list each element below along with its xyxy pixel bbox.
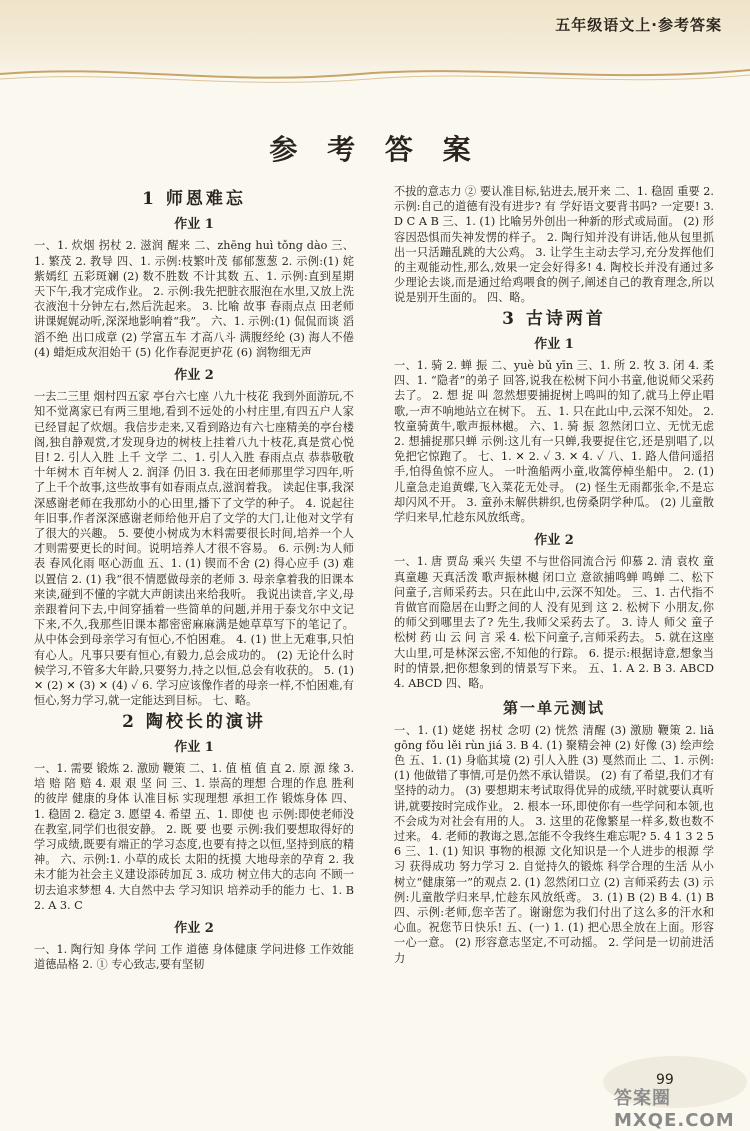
watermark-text: 答案圈 MXQE.COM: [614, 1088, 735, 1131]
right-column: [394, 184, 714, 966]
homework-title: 作业 1: [174, 739, 214, 755]
page-number: 99: [656, 1072, 674, 1088]
homework-title: 作业 2: [174, 920, 214, 936]
answer-text: 一、1. 陶行知 身体 学问 工作 道德 身体健康 学问进修 工作效能 道德品格 2. ① 专心致志,要有坚韧: [34, 943, 354, 972]
homework-title: 作业 2: [174, 368, 214, 384]
answer-text: 一、1. (1) 姥姥 拐杖 念叨 (2) 恍然 清醒 (3) 激励 鞭策 2. liǎ gōng fǒu lěi rùn jiá 3. B 4. (1) 聚精会神 (2) 好像 (3) 绘声绘色 五、1. (1) 身临其境 (2) 引人入胜 (3) 戛然而止 二、1. 示例:(1) 他做错了事情,可是仍然不承认错误。 (2) 有了希望,我们才有坚持的动力。 (3) 要想期末考试取得优异的成绩,平时就要认真听讲,就要按时完成作业。 2. 根本一环,即使你有一些学问和本领,也不会成为对社会有用的人。 3. 这里的花像繁星一样多,数也数不过来。 4. 老师的教诲之恩,怎能不令我终生难忘呢? 5. 4 1 3 2 5 6 三、1. (1) 知识 事物的根源 文化知识是一个人进步的根源 学习 获得成功 努力学习 2. 自觉持久的锻炼 科学合理的生活 从小树立“健康第一”的观点 2. (1) 忽然闭口立 (2) 言师采药去 (3) 示例:儿童散学归来早,忙趁东风放纸鸢。 3. (1) B (2) B 4. (1) B 四、示例:老师,您辛苦了。谢谢您为我们付出了这么多的汗水和心血。祝您节日快乐! 五、(一) 1. (1) 把心思全放在上面。形容一心一意。 (2) 形容意志坚定,不可动摇。 2. 学问是一切前进活力: [394, 723, 714, 965]
page-header: [0, 0, 750, 86]
answer-text: 不拔的意志力 ② 要认准目标,钻进去,展开来 二、1. 稳固 重要 2. 示例:自己的道德有没有进步? 有 学好语文要背书吗? 一定要! 3. D C A B 三、1. (1) 比喻另外创出一种新的形式或局面。 (2) 形容因恐惧而失神发愣的样子。 2. 陶行知并没有讲话,他从包里抓出一只活蹦乱跳的大公鸡。 3. 让学生主动去学习,充分发挥他们的主观能动性,那么,效果一定会好得多! 4. 陶校长并没有通过多少理论去谈,而是通过给鸡喂食的例子,阐述自己的教育理念,所以说是别开生面的。 四、略。: [394, 185, 714, 305]
answer-text: 一、1. 唐 贾岛 乘兴 失望 不与世俗同流合污 仰慕 2. 清 袁枚 童真童趣 天真活泼 歌声振林樾 闭口立 意欲捕鸣蝉 鸣蝉 二、松下问童子,言师采药去。只在此山中,云深不知处。 三、1. 古代指不肯做官而隐居在山野之间的人 没有见到 这 2. 松树下 小朋友,你的师父到哪里去了? 先生,我师父采药去了。 3. 诗人 师父 童子 松树 药 山 云 问 言 采 4. 松下问童子,言师采药去。 5. 就在这座大山里,可是林深云密,不知他的行踪。 6. 提示:根据诗意,想象当时的情景,把你想象到的情景写下来。 五、1. A 2. B 3. ABCD 4. ABCD 四、略。: [394, 555, 714, 691]
header-title: 五年级语文上·参考答案: [555, 16, 722, 34]
answer-text: 一去二三里 烟村四五家 亭台六七座 八九十枝花 我到外面游玩,不知不觉离家已有两三里地,看到不远处的小村庄里,有四五户人家已经冒起了炊烟。我信步走来,又看到路边有六七座精美的亭台楼阁,独自静观赏,才发现身边的树枝上挂着八九十枝花,真是赏心悦目! 2. 引人入胜 上千 文学 二、1. 引人入胜 春雨点点 恭恭敬敬 十年树木 百年树人 2. 润泽 仍旧 3. 我在田老师那里学习四年,听了上千个故事,这些故事有如春雨点点,滋润着我。 读起住事,我深深感谢老师在我那幼小的心田里,播下了文学的种子。 4. 说起往年旧事,作者深深感谢老师给他开启了文学的大门,让他对文学有了很大的兴趣。 5. 要使小树成为木料需要很长时间,培养一个人才则需要更长的时间。说明培养人才很不容易。 6. 示例:为人师表 春风化雨 呕心沥血 五、1. (1) 锲而不舍 (2) 得心应手 (3) 难以置信 2. (1) 我“很不情愿做母亲的老师 3. 母亲拿着我的旧课本来读,碰到不懂的字就大声朗读出来给我听。 我说出读音,字义,母亲跟着问下去,中间穿插着一些简单的问题,并用于泰戈尔中文记下来,不久,我那些旧课本都密密麻麻满是她草草写下的笔记了。 从中体会到母亲学习有恒心,不怕困难。 4. (1) 世上无难事,只怕有心人。凡事只要有恒心,有毅力,总会成功的。 (2) 无论什么时候学习,不管多大年龄,只要努力,持之以恒,总会有收获的。 5. (1) ✕ (2) ✕ (3) ✕ (4) ✓ 6. 学习应该像作者的母亲一样,不怕困难,有恒心,努力学习,就一定能达到目标。 七、略。: [34, 390, 354, 708]
section-heading: 3 古诗两首: [502, 308, 606, 329]
homework-title: 作业 2: [534, 533, 574, 549]
answer-text: 一、1. 需要 锻炼 2. 激励 鞭策 二、1. 值 植 值 直 2. 原 源 缘 3. 培 赔 陪 赔 4. 艰 艰 坚 问 三、1. 崇高的理想 合理的作息 胜利的彼岸 健康的身体 认准目标 实现理想 承担工作 锻炼身体 四、1. 稳固 2. 稳定 3. 愿望 4. 希望 五、1. 即使 也 示例:即使老师没在教室,同学们也很安静。 2. 既 要 也要 示例:我们要想取得好的学习成绩,既要有端正的学习态度,也要有持之以恒,坚持到底的精神。 六、示例:1. 小草的成长 太阳的抚摸 大地母亲的孕育 2. 我未才能为社会主义建设添砖加瓦 3. 成功 树立伟大的志向 不顾一切去追求梦想 4. 大自然中去 学习知识 培养动手的能力 七、1. B 2. A 3. C: [34, 761, 355, 912]
unit-test-heading: 第一单元测试: [502, 699, 605, 718]
answer-text: 一、1. 骑 2. 蝉 振 二、yuè bǔ yīn 三、1. 所 2. 牧 3. 闭 4. 柔 四、1. “隐者”的弟子 回答,说我在松树下问小书童,他说师父采药去了。 2. 想 捉 叫 忽然想要捕捉树上鸣叫的知了,就马上停止唱歌,一声不响地站立在树下。 五、1. 只在此山中,云深不知处。 2. 牧童骑黄牛,歌声振林樾。 六、1. 骑 振 忽然闭口立、无忧无虑 2. 想捕捉那只蝉 示例:这儿有一只蝉,我要捉住它,还是别唱了,以免把它惊跑了。 七、1. ✕ 2. ✓ 3. ✕ 4. ✓ 八、1. 路人借问遥招手,怕得鱼惊不应人。 一叶渔船两小童,收篙停棹坐船中。 2. (1) 儿童急走追黄蝶,飞入菜花无处寻。 (2) 怪生无雨都张伞,不是忘却闪风不开。 3. 童孙未解供耕织,也傍桑阴学种瓜。 (2) 儿童散学归来早,忙趁东风放纸鸢。: [394, 359, 714, 525]
homework-title: 作业 1: [534, 336, 574, 352]
homework-title: 作业 1: [174, 217, 214, 233]
header-wave-decoration: [0, 60, 750, 94]
page-title: 参 考 答 案: [269, 133, 481, 166]
section-heading: 2 陶校长的演讲: [122, 711, 266, 732]
section-heading: 1 师恩难忘: [142, 189, 246, 209]
left-column: [34, 186, 354, 973]
answer-text: 一、1. 炊烟 拐杖 2. 滋润 醒来 二、zhēng huì tǒng dào 三、1. 繁茂 2. 教导 四、1. 示例:枝繁叶茂 郁郁葱葱 2. 示例:(1) 姹紫嫣红 五彩斑斓 (2) 数不胜数 不计其数 五、1. 示例:直到星期天下午,我才完成作业。 2. 示例:我先把脏衣服泡在水里,又放上洗衣液泡十分钟左右,然后洗起来。 3. 比喻 故事 春雨点点 田老师讲课娓娓动听,深深地影响着“我”。 六、1. 示例:(1) 侃侃而谈 滔滔不绝 出口成章 (2) 学富五车 才高八斗 满腹经纶 (3) 海人不倦 (4) 蜡炬成灰泪始干 (5) 化作春泥更护花 (6) 润物细无声: [34, 239, 354, 359]
